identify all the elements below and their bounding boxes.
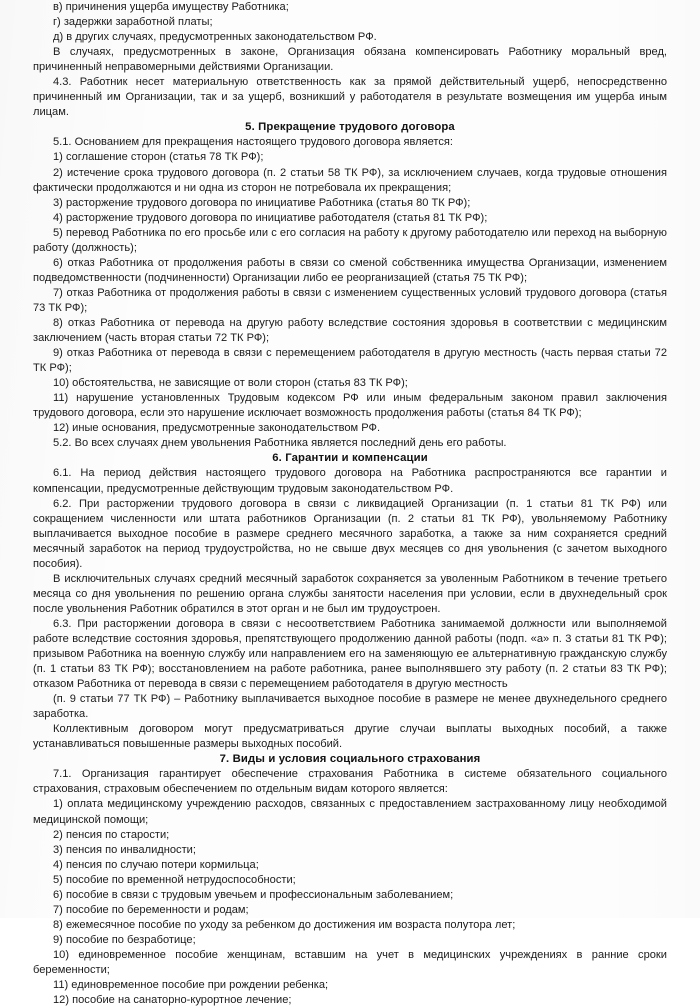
- list-item: 7) пособие по беременности и родам;: [53, 903, 249, 916]
- list-item: 8) ежемесячное пособие по уходу за ребенком до достижения им возраста полутора лет;: [53, 918, 516, 931]
- paragraph: В исключительных случаях средний месячный заработок сохраняется за уволенным Работником в течение третьего месяца со дня увольнения по решению органа службы занятости населения при условии, если в двухнедельный срок после увольнения Работник обратился в этот орган и не был им трудоустроен.: [33, 572, 667, 615]
- list-item: 9) пособие по безработице;: [53, 933, 196, 946]
- paragraph: 6.3. При расторжении договора в связи с несоответствием Работника занимаемой должности или выполняемой работе вследствие состояния здоровья, препятствующего продолжению данной работы (подп. «а» п. 3 статьи 81 ТК РФ); призывом Работника на военную службу или направлением его на заменяющую ее альтернативную гражданскую службу (п. 1 статьи 83 ТК РФ); восстановлением на работе работника, ранее выполнявшего эту работу (п. 2 статьи 83 ТК РФ); отказом Работника от перевода в связи с перемещением работодателя в другую местность: [33, 617, 667, 691]
- paragraph: 10) единовременное пособие женщинам, вставшим на учет в медицинских учреждениях в ранние сроки беременности;: [33, 948, 667, 976]
- list-item: 2) пенсия по старости;: [53, 828, 170, 841]
- paragraph: Коллективным договором могут предусматриваться другие случаи выплаты выходных пособий, а также устанавливаться повышенные размеры выходных пособий.: [33, 723, 667, 751]
- list-item: 12) иные основания, предусмотренные законодательством РФ.: [53, 422, 381, 435]
- paragraph: 2) истечение срока трудового договора (п. 2 статьи 58 ТК РФ), за исключением случаев, когда трудовые отношения фактически продолжаются и ни одна из сторон не потребовала их прекращения;: [33, 166, 667, 194]
- list-item: 5.2. Во всех случаях днем увольнения Работника является последний день его работы.: [53, 437, 507, 450]
- list-item: 4) пенсия по случаю потери кормильца;: [53, 858, 259, 871]
- list-item: 10) обстоятельства, не зависящие от воли сторон (статья 83 ТК РФ);: [53, 377, 408, 390]
- list-item: г) задержки заработной платы;: [53, 16, 213, 29]
- list-item: 6) пособие в связи с трудовым увечьем и профессиональным заболеванием;: [53, 888, 454, 901]
- list-item: 4) расторжение трудового договора по инициативе работодателя (статья 81 ТК РФ);: [53, 211, 488, 224]
- paragraph: 5) перевод Работника по его просьбе или с его согласия на работу к другому работодателю или переход на выборную работу (должность);: [33, 226, 667, 254]
- list-item: в) причинения ущерба имуществу Работника;: [53, 1, 289, 13]
- section-heading: 5. Прекращение трудового договора: [245, 121, 455, 134]
- paragraph: 5.1. Основанием для прекращения настоящего трудового договора является:: [53, 136, 454, 149]
- list-item: 3) расторжение трудового договора по инициативе Работника (статья 80 ТК РФ);: [53, 196, 471, 209]
- paragraph: 7) отказ Работника от продолжения работы в связи с изменением существенных условий трудового договора (статья 73 ТК РФ);: [33, 286, 667, 314]
- paragraph: 6.2. При расторжении трудового договора в связи с ликвидацией Организации (п. 1 статьи 81 ТК РФ) или сокращением численности или штата работников Организации (п. 2 статьи 81 ТК РФ), увольняемому Работнику выплачивается выходное пособие в размере среднего месячного заработка, а также за ним сохраняется средний месячный заработок на период трудоустройства, но не свыше двух месяцев со дня увольнения (с зачетом выходного пособия).: [33, 497, 667, 570]
- paragraph: В случаях, предусмотренных в законе, Организация обязана компенсировать Работнику моральный вред, причиненный неправомерными действиями Организации.: [33, 46, 667, 74]
- section-heading: 6. Гарантии и компенсации: [272, 452, 428, 465]
- list-item: 11) единовременное пособие при рождении ребенка;: [53, 979, 329, 992]
- paragraph: 4.3. Работник несет материальную ответственность как за прямой действительный ущерб, непосредственно причиненный им Организации, так и за ущерб, возникший у работодателя в результате возмещения им ущерба иным лицам.: [33, 76, 667, 119]
- paragraph: 9) отказ Работника от перевода в связи с перемещением работодателя в другую местность (часть первая статьи 72 ТК РФ);: [33, 347, 667, 375]
- section-heading: 7. Виды и условия социального страхования: [219, 753, 481, 766]
- document-body: [33, 0, 667, 1008]
- paragraph: 8) отказ Работника от перевода на другую работу вследствие состояния здоровья в соответствии с медицинским заключением (часть вторая статьи 72 ТК РФ);: [33, 316, 667, 345]
- list-item: 5) пособие по временной нетрудоспособности;: [53, 873, 296, 886]
- paragraph: (п. 9 статьи 77 ТК РФ) – Работнику выплачивается выходное пособие в размере не менее двухнедельного среднего заработка.: [33, 693, 667, 721]
- list-item: 12) пособие на санаторно-курортное лечение;: [53, 994, 292, 1007]
- list-item: 3) пенсия по инвалидности;: [53, 843, 196, 856]
- list-item: д) в других случаях, предусмотренных законодательством РФ.: [53, 31, 377, 44]
- paragraph: 6) отказ Работника от продолжения работы в связи со сменой собственника имущества Организации, изменением подведомственности (подчиненности) Организации либо ее реорганизацией (статья 75 ТК РФ);: [33, 256, 667, 284]
- paragraph: 1) оплата медицинскому учреждению расходов, связанных с предоставлением застрахованному лицу необходимой медицинской помощи;: [33, 798, 667, 826]
- paragraph: 7.1. Организация гарантирует обеспечение страхования Работника в системе обязательного социального страхования, страховым обеспечением по отдельным видам которого является:: [33, 768, 667, 796]
- list-item: 1) соглашение сторон (статья 78 ТК РФ);: [53, 151, 264, 164]
- paragraph: 6.1. На период действия настоящего трудового договора на Работника распространяются все гарантии и компенсации, предусмотренные действующим трудовым законодательством РФ.: [33, 467, 667, 495]
- paragraph: 11) нарушение установленных Трудовым кодексом РФ или иным федеральным законом правил заключения трудового договора, если это нарушение исключает возможность продолжения работы (статья 84 ТК РФ);: [33, 392, 667, 420]
